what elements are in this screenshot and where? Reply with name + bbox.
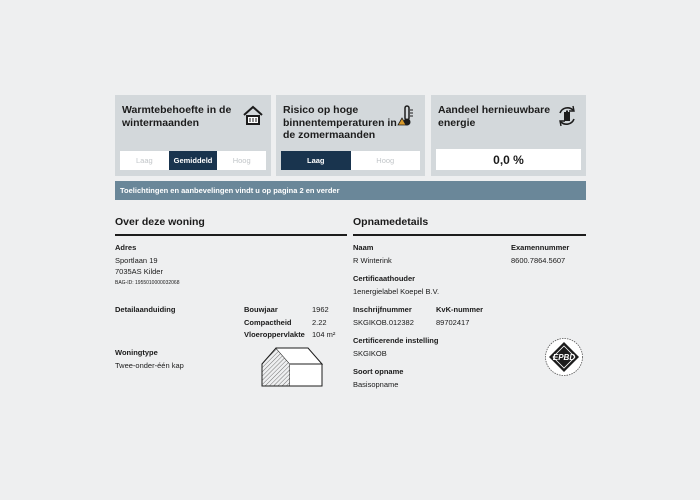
address-line2: 7035AS Kilder (115, 267, 163, 276)
house-heat-icon (243, 105, 263, 127)
registration-number-label: Inschrijfnummer (353, 305, 412, 314)
epbd-seal-icon (544, 337, 584, 377)
assessor-name-value: R Winterink (353, 256, 392, 265)
heat-option-medium: Gemiddeld (169, 151, 218, 170)
recording-section-title: Opnamedetails (353, 216, 429, 228)
recording-type-label: Soort opname (353, 367, 404, 376)
heat-demand-card (115, 95, 271, 176)
overheating-card (276, 95, 425, 176)
semi-detached-house-icon (260, 344, 324, 388)
spec-label-compactness: Compactheid (244, 318, 292, 327)
kvk-number-value: 89702417 (436, 318, 470, 327)
detail-label: Detailaanduiding (115, 305, 176, 314)
renewable-value: 0,0 % (436, 149, 581, 170)
overheating-scale (281, 151, 420, 170)
heat-option-high: Hoog (217, 151, 266, 170)
certifying-body-label: Certificerende instelling (353, 336, 439, 345)
kvk-number-label: KvK-nummer (436, 305, 484, 314)
spec-label-floor-area: Vloeroppervlakte (244, 330, 305, 339)
certificate-holder-label: Certificaathouder (353, 274, 416, 283)
thermometer-sun-icon (397, 105, 417, 127)
renewable-title: Aandeel hernieuwbare energie (438, 104, 551, 129)
overheat-option-low: Laag (281, 151, 351, 170)
spec-value-compactness: 2.22 (312, 318, 327, 327)
renewable-card (431, 95, 586, 176)
heat-demand-scale (120, 151, 266, 170)
house-section-rule (115, 234, 347, 236)
heat-option-low: Laag (120, 151, 169, 170)
recording-type-value: Basisopname (353, 380, 399, 389)
spec-value-floor-area: 104 m² (312, 330, 336, 339)
certifying-body-value: SKGIKOB (353, 349, 387, 358)
overheat-option-high: Hoog (351, 151, 421, 170)
recycle-battery-icon (556, 105, 578, 127)
svg-text:EPBD: EPBD (552, 353, 576, 362)
exam-number-value: 8600.7864.5607 (511, 256, 566, 265)
certificate-holder-value: 1energielabel Koepel B.V. (353, 287, 440, 296)
overheating-title: Risico op hoge binnentemperaturen in de zomermaanden (283, 104, 397, 141)
house-type-label: Woningtype (115, 348, 158, 357)
exam-number-label: Examennummer (511, 243, 570, 252)
registration-number-value: SKGIKOB.012382 (353, 318, 414, 327)
spec-label-year: Bouwjaar (244, 305, 278, 314)
spec-value-year: 1962 (312, 305, 329, 314)
address-label: Adres (115, 243, 137, 252)
assessor-name-label: Naam (353, 243, 374, 252)
info-banner: Toelichtingen en aanbevelingen vindt u op pagina 2 en verder (115, 181, 586, 200)
house-type-value: Twee-onder-één kap (115, 361, 184, 370)
recording-section-rule (353, 234, 586, 236)
address-line1: Sportlaan 19 (115, 256, 158, 265)
house-section-title: Over deze woning (115, 216, 205, 228)
heat-demand-title: Warmtebehoefte in de wintermaanden (122, 104, 232, 129)
bag-id: BAG-ID: 1955010000032068 (115, 280, 180, 286)
